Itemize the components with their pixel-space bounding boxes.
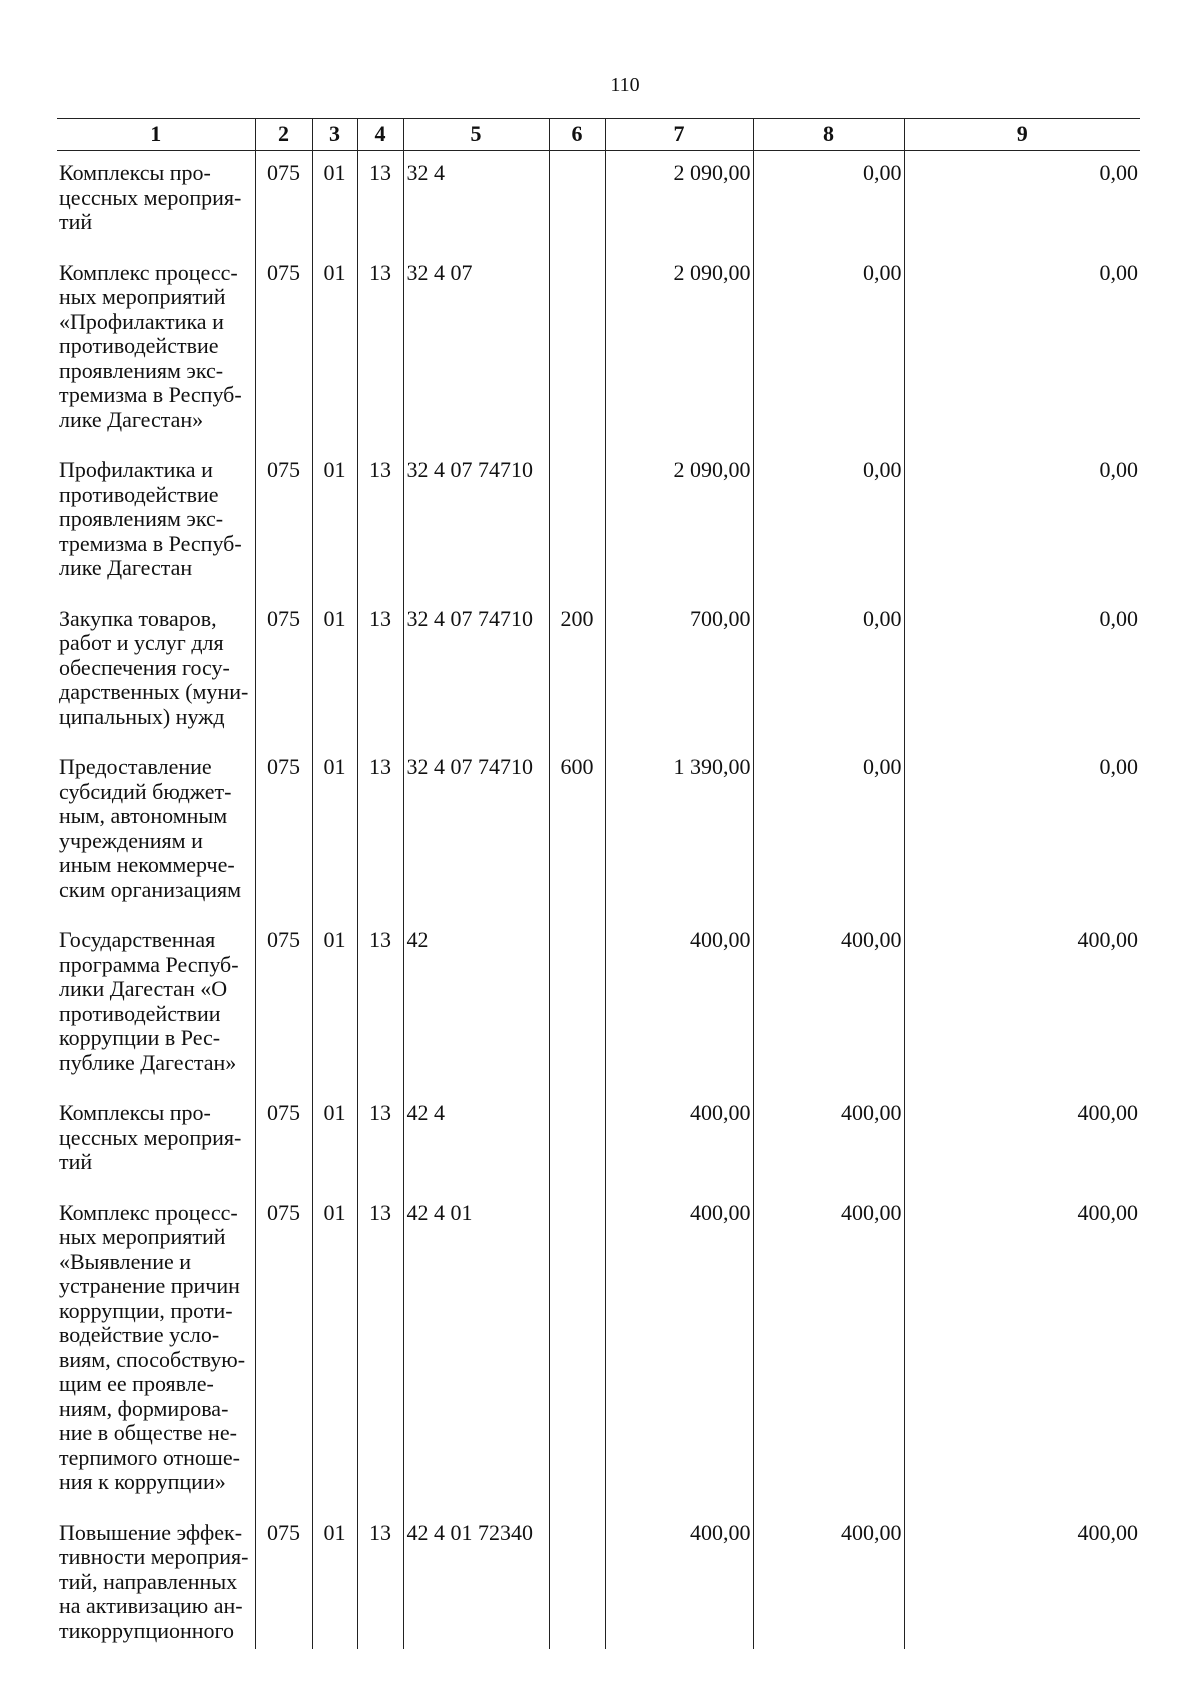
column-header-7: 7	[605, 119, 753, 151]
target-article-code: 42 4 01 72340	[403, 1511, 549, 1650]
target-article-code: 32 4 07	[403, 251, 549, 449]
column-header-3: 3	[312, 119, 357, 151]
admin-code: 075	[255, 745, 312, 918]
column-header-4: 4	[357, 119, 403, 151]
admin-code: 075	[255, 1191, 312, 1511]
expense-type-code	[549, 448, 605, 597]
row-name: Профилактика и противодействие проявлениям экс- тремизма в Респуб- лике Дагестан	[57, 448, 255, 597]
section-code: 01	[312, 597, 357, 746]
column-header-5: 5	[403, 119, 549, 151]
subsection-code: 13	[357, 745, 403, 918]
amount-col7: 400,00	[605, 1191, 753, 1511]
section-code: 01	[312, 151, 357, 251]
section-code: 01	[312, 918, 357, 1091]
amount-col9: 0,00	[904, 597, 1140, 746]
amount-col8: 0,00	[753, 745, 904, 918]
amount-col7: 2 090,00	[605, 448, 753, 597]
admin-code: 075	[255, 918, 312, 1091]
column-header-2: 2	[255, 119, 312, 151]
amount-col9: 0,00	[904, 251, 1140, 449]
admin-code: 075	[255, 251, 312, 449]
budget-table	[57, 118, 1140, 1649]
expense-type-code	[549, 251, 605, 449]
table-header	[57, 119, 1140, 151]
amount-col8: 400,00	[753, 1511, 904, 1650]
subsection-code: 13	[357, 918, 403, 1091]
amount-col8: 0,00	[753, 251, 904, 449]
subsection-code: 13	[357, 597, 403, 746]
table-row	[57, 745, 1140, 918]
column-header-8: 8	[753, 119, 904, 151]
header-row	[57, 119, 1140, 151]
expense-type-code: 200	[549, 597, 605, 746]
admin-code: 075	[255, 151, 312, 251]
target-article-code: 42	[403, 918, 549, 1091]
row-name: Повышение эффек- тивности мероприя- тий, направленных на активизацию ан- тикоррупционного	[57, 1511, 255, 1650]
budget-table-container	[57, 118, 1140, 1649]
admin-code: 075	[255, 597, 312, 746]
table-row	[57, 918, 1140, 1091]
amount-col8: 400,00	[753, 918, 904, 1091]
admin-code: 075	[255, 1091, 312, 1191]
target-article-code: 42 4 01	[403, 1191, 549, 1511]
column-header-9: 9	[904, 119, 1140, 151]
amount-col9: 400,00	[904, 1191, 1140, 1511]
row-name: Комплекс процесс- ных мероприятий «Выявление и устранение причин коррупции, проти- водействие усло- виям, способствую- щим ее проявле- ниям, формирова- ние в обществе не- терпимого отноше- ния к коррупции»	[57, 1191, 255, 1511]
subsection-code: 13	[357, 1091, 403, 1191]
target-article-code: 42 4	[403, 1091, 549, 1191]
table-body	[57, 151, 1140, 1650]
subsection-code: 13	[357, 448, 403, 597]
section-code: 01	[312, 1511, 357, 1650]
section-code: 01	[312, 448, 357, 597]
page-number: 110	[610, 74, 640, 96]
row-name: Комплексы про- цессных мероприя- тий	[57, 1091, 255, 1191]
subsection-code: 13	[357, 151, 403, 251]
section-code: 01	[312, 251, 357, 449]
section-code: 01	[312, 1191, 357, 1511]
row-name: Предоставление субсидий бюджет- ным, автономным учреждениям и иным некоммерче- ским организациям	[57, 745, 255, 918]
table-row	[57, 1191, 1140, 1511]
table-row	[57, 1091, 1140, 1191]
amount-col9: 0,00	[904, 151, 1140, 251]
table-row	[57, 251, 1140, 449]
row-name: Закупка товаров, работ и услуг для обеспечения госу- дарственных (муни- ципальных) нужд	[57, 597, 255, 746]
expense-type-code	[549, 1511, 605, 1650]
amount-col8: 400,00	[753, 1191, 904, 1511]
amount-col8: 0,00	[753, 151, 904, 251]
amount-col8: 0,00	[753, 448, 904, 597]
column-header-6: 6	[549, 119, 605, 151]
amount-col7: 700,00	[605, 597, 753, 746]
amount-col7: 400,00	[605, 1511, 753, 1650]
admin-code: 075	[255, 448, 312, 597]
expense-type-code	[549, 1191, 605, 1511]
amount-col9: 0,00	[904, 745, 1140, 918]
expense-type-code	[549, 1091, 605, 1191]
amount-col9: 400,00	[904, 1511, 1140, 1650]
subsection-code: 13	[357, 1511, 403, 1650]
target-article-code: 32 4 07 74710	[403, 597, 549, 746]
amount-col8: 0,00	[753, 597, 904, 746]
section-code: 01	[312, 1091, 357, 1191]
subsection-code: 13	[357, 251, 403, 449]
amount-col7: 2 090,00	[605, 151, 753, 251]
amount-col9: 0,00	[904, 448, 1140, 597]
expense-type-code: 600	[549, 745, 605, 918]
table-row	[57, 151, 1140, 251]
target-article-code: 32 4 07 74710	[403, 745, 549, 918]
table-row	[57, 597, 1140, 746]
amount-col7: 400,00	[605, 1091, 753, 1191]
amount-col7: 1 390,00	[605, 745, 753, 918]
subsection-code: 13	[357, 1191, 403, 1511]
target-article-code: 32 4 07 74710	[403, 448, 549, 597]
row-name: Комплексы про- цессных мероприя- тий	[57, 151, 255, 251]
expense-type-code	[549, 151, 605, 251]
table-row	[57, 1511, 1140, 1650]
section-code: 01	[312, 745, 357, 918]
amount-col7: 2 090,00	[605, 251, 753, 449]
row-name: Государственная программа Респуб- лики Дагестан «О противодействии коррупции в Рес- публике Дагестан»	[57, 918, 255, 1091]
admin-code: 075	[255, 1511, 312, 1650]
amount-col9: 400,00	[904, 1091, 1140, 1191]
table-row	[57, 448, 1140, 597]
row-name: Комплекс процесс- ных мероприятий «Профилактика и противодействие проявлениям экс- тремизма в Респуб- лике Дагестан»	[57, 251, 255, 449]
amount-col9: 400,00	[904, 918, 1140, 1091]
amount-col8: 400,00	[753, 1091, 904, 1191]
amount-col7: 400,00	[605, 918, 753, 1091]
column-header-1: 1	[57, 119, 255, 151]
target-article-code: 32 4	[403, 151, 549, 251]
expense-type-code	[549, 918, 605, 1091]
